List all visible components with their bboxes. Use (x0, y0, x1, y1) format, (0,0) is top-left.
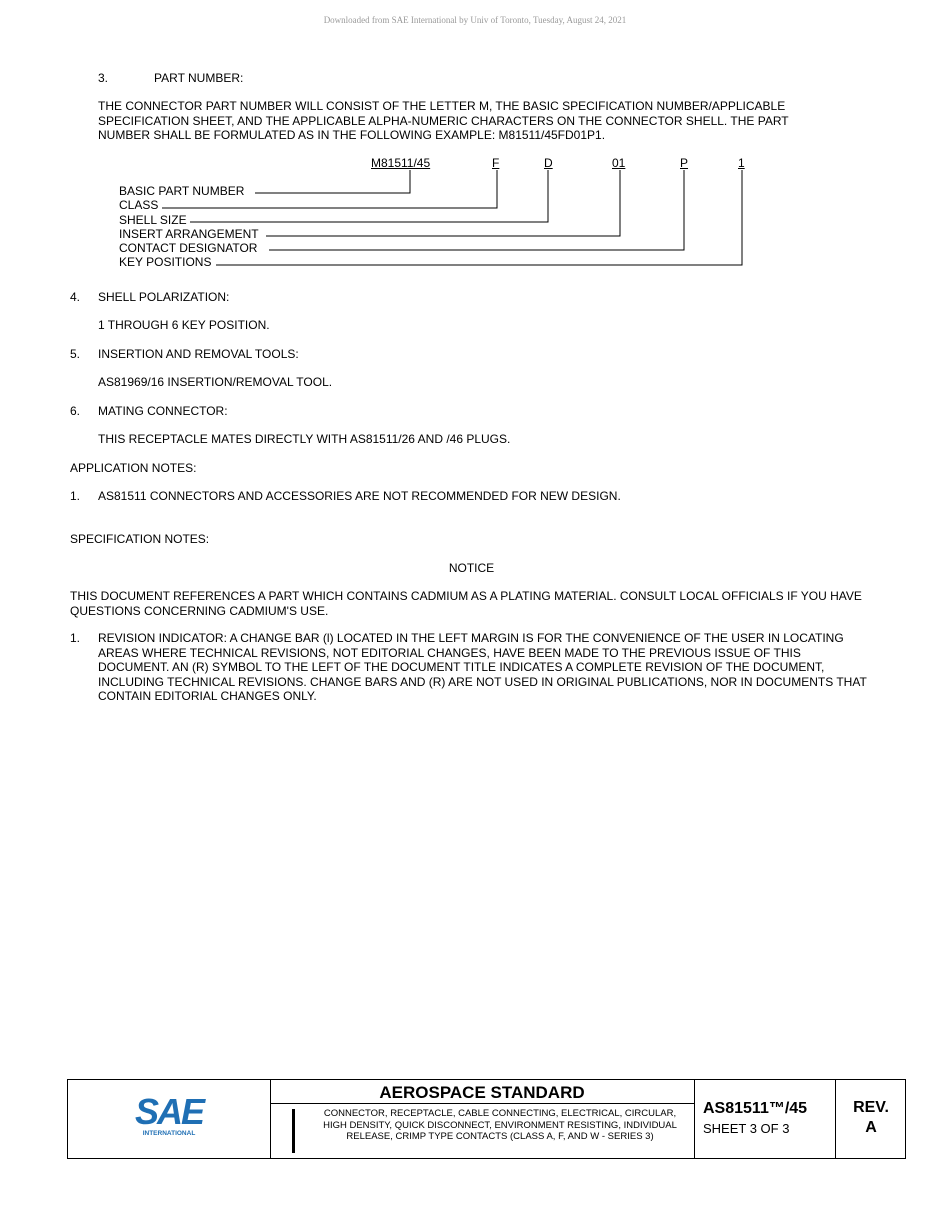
section-3-body: THE CONNECTOR PART NUMBER WILL CONSIST OF THE LETTER M, THE BASIC SPECIFICATION NUMBER/APPLICABLE SPECIFICATION SHEET, AND THE APPLICABLE ALPHA-NUMERIC CHARACTERS ON THE CONNECTOR SHELL. THE PART NUMBER SHALL BE FORMULATED AS IN THE FOLLOWING EXAMPLE: M81511/45FD01P1. (98, 99, 789, 142)
title-cell (270, 1080, 695, 1158)
part-number-leader-lines (0, 0, 950, 300)
revision-value: A (865, 1119, 877, 1136)
pn-label-basic-part-number: BASIC PART NUMBER (119, 184, 245, 198)
notice-body: THIS DOCUMENT REFERENCES A PART WHICH CONTAINS CADMIUM AS A PLATING MATERIAL. CONSULT LOCAL OFFICIALS IF YOU HAVE QUESTIONS CONCERNING CADMIUM'S USE. (70, 589, 862, 618)
pn-code-insert-arrangement: 01 (612, 156, 626, 170)
sheet-number: SHEET 3 OF 3 (703, 1121, 790, 1136)
section-6-number: 6. (70, 404, 81, 418)
document-id-cell (695, 1080, 836, 1158)
section-5-number: 5. (70, 347, 81, 361)
application-note-1-number: 1. (70, 489, 81, 503)
section-3-heading: PART NUMBER: (154, 71, 244, 85)
pn-label-shell-size: SHELL SIZE (119, 213, 187, 227)
document-description: CONNECTOR, RECEPTACLE, CABLE CONNECTING, ELECTRICAL, CIRCULAR, HIGH DENSITY, QUICK DISCONNECT, ENVIRONMENT RESISTING, INDIVIDUAL RELEASE, CRIMP TYPE CONTACTS (CLASS A, F, AND W - SERIES 3) (323, 1108, 677, 1142)
pn-label-key-positions: KEY POSITIONS (119, 255, 212, 269)
document-id: AS81511™/45 (703, 1100, 808, 1117)
leader-shell-size (190, 170, 548, 222)
pn-label-insert-arrangement: INSERT ARRANGEMENT (119, 227, 259, 241)
pn-code-class: F (492, 156, 500, 170)
application-notes-heading: APPLICATION NOTES: (70, 461, 197, 475)
specification-notes-heading: SPECIFICATION NOTES: (70, 532, 210, 546)
leader-key-positions (216, 170, 742, 265)
application-note-1-text: AS81511 CONNECTORS AND ACCESSORIES ARE NOT RECOMMENDED FOR NEW DESIGN. (98, 489, 621, 503)
leader-class (162, 170, 497, 208)
section-6-body: THIS RECEPTACLE MATES DIRECTLY WITH AS81511/26 AND /46 PLUGS. (98, 432, 511, 446)
pn-label-contact-designator: CONTACT DESIGNATOR (119, 241, 258, 255)
sae-logo-subtext: INTERNATIONAL (142, 1130, 196, 1137)
download-notice: Downloaded from SAE International by Univ of Toronto, Tuesday, August 24, 2021 (323, 15, 627, 25)
leader-contact-designator (269, 170, 684, 250)
sae-logo (68, 1080, 270, 1158)
pn-code-key-positions: 1 (738, 156, 745, 170)
leader-insert-arrangement (266, 170, 620, 236)
pn-code-contact-designator: P (680, 156, 689, 170)
pn-code-basic: M81511/45 (371, 156, 431, 170)
aerospace-standard-title: AEROSPACE STANDARD (270, 1082, 694, 1104)
section-5-body: AS81969/16 INSERTION/REMOVAL TOOL. (98, 375, 333, 389)
section-6-heading: MATING CONNECTOR: (98, 404, 228, 418)
section-4-number: 4. (70, 290, 81, 304)
revision-cell (836, 1080, 906, 1158)
pn-label-class: CLASS (119, 198, 159, 212)
leader-basic-part-number (255, 170, 410, 193)
section-4-heading: SHELL POLARIZATION: (98, 290, 230, 304)
sae-logo-text: SAE (134, 1091, 204, 1132)
section-3-number: 3. (98, 71, 109, 85)
notice-title: NOTICE (448, 561, 495, 575)
revision-label: REV. (853, 1099, 889, 1116)
section-4-body: 1 THROUGH 6 KEY POSITION. (98, 318, 270, 332)
section-5-heading: INSERTION AND REMOVAL TOOLS: (98, 347, 299, 361)
specification-note-1-text: REVISION INDICATOR: A CHANGE BAR (l) LOCATED IN THE LEFT MARGIN IS FOR THE CONVENIENCE OF THE USER IN LOCATING AREAS WHERE TECHNICAL REVISIONS, NOT EDITORIAL CHANGES, HAVE BEEN MADE TO THE PREVIOUS ISSUE OF THIS DOCUMENT. AN (R) SYMBOL TO THE LEFT OF THE DOCUMENT TITLE INDICATES A COMPLETE REVISION OF THE DOCUMENT, INCLUDING TECHNICAL REVISIONS. CHANGE BARS AND (R) ARE NOT USED IN ORIGINAL PUBLICATIONS, NOR IN DOCUMENTS THAT CONTAIN EDITORIAL CHANGES ONLY. (98, 631, 867, 703)
change-bar (292, 1109, 295, 1153)
specification-note-1-number: 1. (70, 631, 81, 645)
title-block (67, 1079, 906, 1159)
pn-code-shell-size: D (544, 156, 553, 170)
sae-logo-cell (68, 1080, 271, 1158)
